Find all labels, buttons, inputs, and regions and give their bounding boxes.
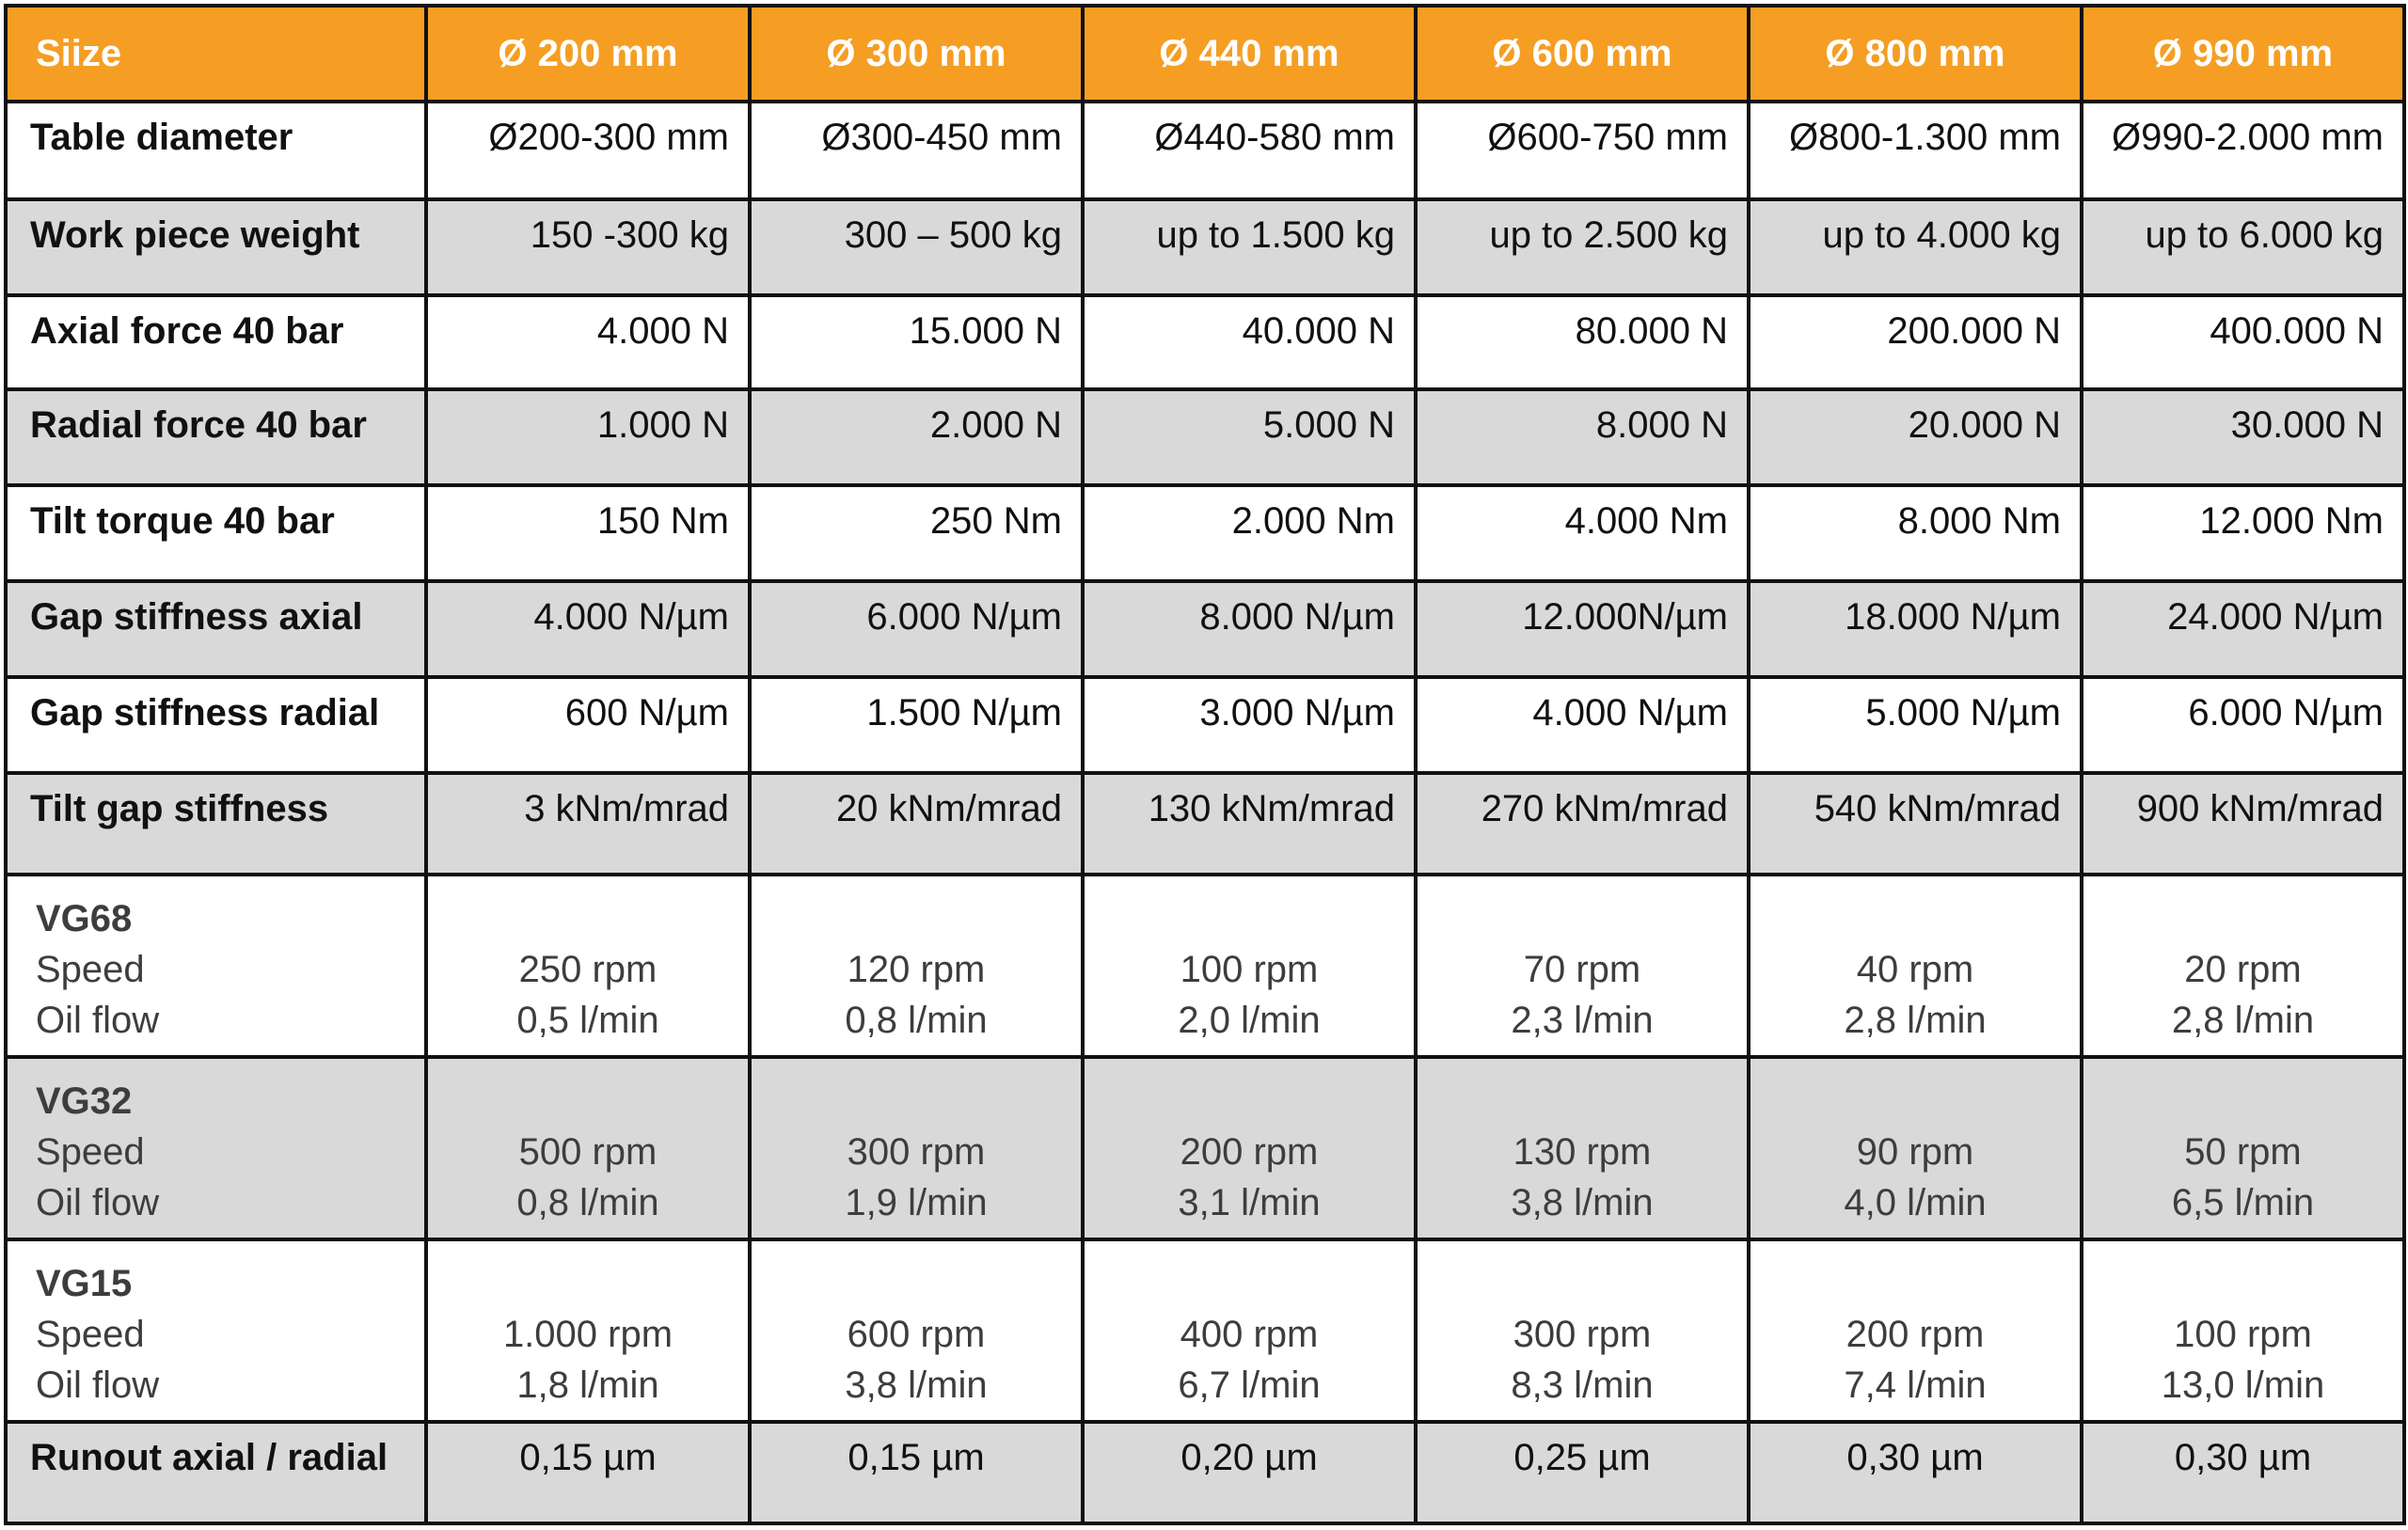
table-cell: 8.000 Nm [1749,485,2082,581]
row-label: Work piece weight [6,199,426,295]
oil-grade-name: VG68 [36,898,133,939]
table-cell: Ø200-300 mm [426,102,750,199]
table-row-work-piece-weight [6,199,2404,295]
flow-value: 2,3 l/min [1511,1000,1654,1041]
table-cell [426,1239,750,1422]
table-cell: 12.000N/µm [1416,581,1749,677]
table-row-radial-force [6,389,2404,485]
table-cell: 24.000 N/µm [2082,581,2404,677]
speed-value: 20 rpm [2184,949,2302,990]
oil-flow-label: Oil flow [36,1364,160,1406]
oil-grade-label [6,1057,426,1239]
table-cell: 400.000 N [2082,295,2404,389]
table-row-tilt-gap-stiffness [6,773,2404,875]
flow-value: 0,8 l/min [845,1000,988,1041]
speed-value: 90 rpm [1856,1131,1974,1173]
flow-value: 0,8 l/min [516,1182,659,1223]
table-cell: 150 -300 kg [426,199,750,295]
oil-flow-label: Oil flow [36,1000,160,1041]
header-size-600: Ø 600 mm [1416,6,1749,102]
table-cell: 4.000 Nm [1416,485,1749,581]
flow-value: 3,8 l/min [1511,1182,1654,1223]
table-cell: Ø990-2.000 mm [2082,102,2404,199]
spec-table [4,4,2406,1525]
row-label: Gap stiffness axial [6,581,426,677]
oil-grade-name: VG32 [36,1080,133,1122]
header-size-990: Ø 990 mm [2082,6,2404,102]
table-row-gap-stiffness-axial [6,581,2404,677]
speed-value: 600 rpm [847,1314,986,1355]
table-cell: 150 Nm [426,485,750,581]
table-cell: 1.500 N/µm [750,677,1083,773]
table-cell [1749,875,2082,1057]
flow-value: 2,8 l/min [1844,1000,1987,1041]
flow-value: 3,8 l/min [845,1364,988,1406]
speed-value: 100 rpm [2174,1314,2312,1355]
table-cell: up to 4.000 kg [1749,199,2082,295]
table-cell: 20.000 N [1749,389,2082,485]
header-size-300: Ø 300 mm [750,6,1083,102]
table-cell [426,1057,750,1239]
speed-value: 250 rpm [518,949,657,990]
speed-value: 400 rpm [1180,1314,1319,1355]
row-label: Tilt torque 40 bar [6,485,426,581]
speed-value: 100 rpm [1180,949,1319,990]
speed-label: Speed [36,1131,145,1173]
row-label: Tilt gap stiffness [6,773,426,875]
table-row-tilt-torque [6,485,2404,581]
table-cell: 12.000 Nm [2082,485,2404,581]
header-size-200: Ø 200 mm [426,6,750,102]
speed-value: 70 rpm [1523,949,1641,990]
table-cell [1749,1239,2082,1422]
speed-label: Speed [36,1314,145,1355]
table-cell: up to 1.500 kg [1083,199,1416,295]
row-label: Table diameter [6,102,426,199]
table-cell: 0,15 µm [750,1422,1083,1523]
flow-value: 2,0 l/min [1178,1000,1321,1041]
table-cell: 900 kNm/mrad [2082,773,2404,875]
table-cell [750,1057,1083,1239]
row-label: Runout axial / radial [6,1422,426,1523]
table-cell: 2.000 Nm [1083,485,1416,581]
table-cell: 0,30 µm [1749,1422,2082,1523]
speed-value: 300 rpm [1513,1314,1652,1355]
oil-flow-label: Oil flow [36,1182,160,1223]
table-cell: 130 kNm/mrad [1083,773,1416,875]
speed-value: 50 rpm [2184,1131,2302,1173]
table-cell [750,875,1083,1057]
flow-value: 2,8 l/min [2171,1000,2315,1041]
flow-value: 6,5 l/min [2171,1182,2315,1223]
table-row-vg68 [6,875,2404,1057]
table-cell [2082,1057,2404,1239]
speed-value: 1.000 rpm [502,1314,673,1355]
flow-value: 7,4 l/min [1844,1364,1987,1406]
table-cell [426,875,750,1057]
table-row-gap-stiffness-radial [6,677,2404,773]
table-cell: 20 kNm/mrad [750,773,1083,875]
table-cell [1083,1057,1416,1239]
table-cell: 18.000 N/µm [1749,581,2082,677]
header-size-label: Siize [6,6,426,102]
table-cell: 3.000 N/µm [1083,677,1416,773]
flow-value: 3,1 l/min [1178,1182,1321,1223]
flow-value: 0,5 l/min [516,1000,659,1041]
speed-value: 200 rpm [1846,1314,1985,1355]
speed-value: 300 rpm [847,1131,986,1173]
flow-value: 4,0 l/min [1844,1182,1987,1223]
table-cell: 2.000 N [750,389,1083,485]
table-row-vg32 [6,1057,2404,1239]
table-cell: 3 kNm/mrad [426,773,750,875]
flow-value: 6,7 l/min [1178,1364,1321,1406]
table-cell [1416,1239,1749,1422]
table-row-runout [6,1422,2404,1523]
table-cell: 0,15 µm [426,1422,750,1523]
table-row-vg15 [6,1239,2404,1422]
table-cell: 1.000 N [426,389,750,485]
table-cell: 8.000 N/µm [1083,581,1416,677]
table-cell: 5.000 N/µm [1749,677,2082,773]
table-cell: Ø600-750 mm [1416,102,1749,199]
table-cell: 6.000 N/µm [750,581,1083,677]
table-cell: 15.000 N [750,295,1083,389]
header-size-800: Ø 800 mm [1749,6,2082,102]
table-cell: 30.000 N [2082,389,2404,485]
speed-value: 500 rpm [518,1131,657,1173]
table-cell: 4.000 N [426,295,750,389]
speed-label: Speed [36,949,145,990]
table-cell [2082,1239,2404,1422]
table-cell: 8.000 N [1416,389,1749,485]
table-cell [2082,875,2404,1057]
table-cell: 0,20 µm [1083,1422,1416,1523]
table-cell: 0,30 µm [2082,1422,2404,1523]
table-cell [750,1239,1083,1422]
table-cell [1749,1057,2082,1239]
header-size-440: Ø 440 mm [1083,6,1416,102]
speed-value: 130 rpm [1513,1131,1652,1173]
table-cell [1416,1057,1749,1239]
oil-grade-label [6,875,426,1057]
table-row-table-diameter [6,102,2404,199]
speed-value: 120 rpm [847,949,986,990]
table-cell: up to 2.500 kg [1416,199,1749,295]
table-cell: Ø800-1.300 mm [1749,102,2082,199]
table-cell: 4.000 N/µm [1416,677,1749,773]
table-cell: 300 – 500 kg [750,199,1083,295]
table-cell: 270 kNm/mrad [1416,773,1749,875]
table-cell: 4.000 N/µm [426,581,750,677]
flow-value: 1,9 l/min [845,1182,988,1223]
speed-value: 40 rpm [1856,949,1974,990]
table-cell [1416,875,1749,1057]
speed-value: 200 rpm [1180,1131,1319,1173]
table-cell: Ø440-580 mm [1083,102,1416,199]
table-cell: 250 Nm [750,485,1083,581]
table-cell: 80.000 N [1416,295,1749,389]
flow-value: 1,8 l/min [516,1364,659,1406]
header-row [6,6,2404,102]
row-label: Axial force 40 bar [6,295,426,389]
table-cell: 540 kNm/mrad [1749,773,2082,875]
row-label: Gap stiffness radial [6,677,426,773]
row-label: Radial force 40 bar [6,389,426,485]
table-cell [1083,875,1416,1057]
table-cell: up to 6.000 kg [2082,199,2404,295]
table-row-axial-force [6,295,2404,389]
flow-value: 13,0 l/min [2161,1364,2325,1406]
table-cell: 5.000 N [1083,389,1416,485]
table-cell: 0,25 µm [1416,1422,1749,1523]
table-cell: Ø300-450 mm [750,102,1083,199]
flow-value: 8,3 l/min [1511,1364,1654,1406]
table-cell: 200.000 N [1749,295,2082,389]
oil-grade-name: VG15 [36,1263,133,1304]
table-cell: 6.000 N/µm [2082,677,2404,773]
table-cell [1083,1239,1416,1422]
oil-grade-label [6,1239,426,1422]
table-cell: 600 N/µm [426,677,750,773]
table-cell: 40.000 N [1083,295,1416,389]
